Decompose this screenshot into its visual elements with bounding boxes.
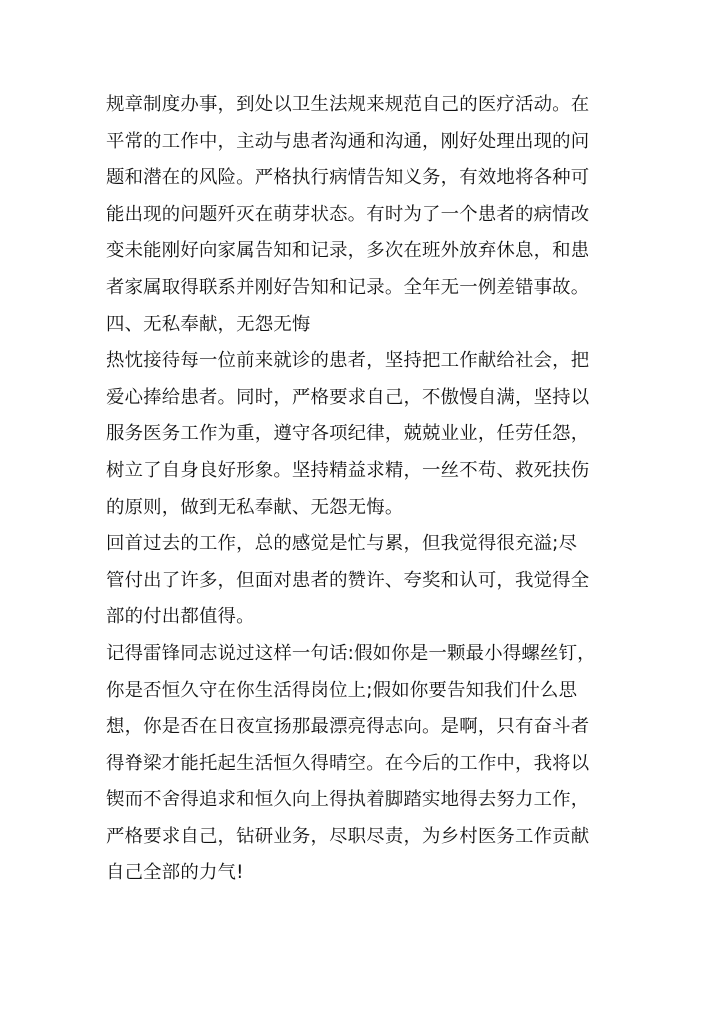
- text-line: 服务医务工作为重，遵守各项纪律，兢兢业业，任劳任怨，: [106, 423, 590, 445]
- text-line: 严格要求自己，钻研业务，尽职尽责，为乡村医务工作贡献: [106, 825, 590, 847]
- text-line: 者家属取得联系并刚好告知和记录。全年无一例差错事故。: [106, 276, 590, 298]
- text-line: 自己全部的力气!: [106, 862, 244, 884]
- text-line: 记得雷锋同志说过这样一句话:假如你是一颗最小得螺丝钉，: [106, 642, 596, 664]
- section-heading: 四、无私奉献，无怨无悔: [106, 313, 311, 335]
- text-line: 平常的工作中，主动与患者沟通和沟通，刚好处理出现的问: [106, 130, 590, 152]
- text-line: 想，你是否在日夜宣扬那最漂亮得志向。是啊，只有奋斗者: [106, 716, 590, 738]
- text-line: 爱心捧给患者。同时，严格要求自己，不傲慢自满，坚持以: [106, 386, 590, 408]
- text-line: 能出现的问题歼灭在萌芽状态。有时为了一个患者的病情改: [106, 203, 590, 225]
- text-line: 规章制度办事，到处以卫生法规来规范自己的医疗活动。在: [106, 94, 590, 115]
- text-line: 管付出了许多，但面对患者的赞许、夸奖和认可，我觉得全: [106, 569, 590, 591]
- text-line: 你是否恒久守在你生活得岗位上;假如你要告知我们什么思: [106, 679, 578, 701]
- text-line: 热忱接待每一位前来就诊的患者，坚持把工作献给社会，把: [106, 350, 590, 372]
- text-line: 锲而不舍得追求和恒久向上得执着脚踏实地得去努力工作，: [106, 789, 590, 811]
- text-line: 题和潜在的风险。严格执行病情告知义务，有效地将各种可: [106, 167, 590, 189]
- document-body: [106, 87, 616, 892]
- text-line: 得脊梁才能托起生活恒久得晴空。在今后的工作中，我将以: [106, 752, 590, 774]
- text-line: 部的付出都值得。: [106, 606, 255, 628]
- text-line: 回首过去的工作，总的感觉是忙与累，但我觉得很充溢;尽: [106, 533, 578, 555]
- text-line: 的原则，做到无私奉献、无怨无悔。: [106, 496, 404, 518]
- text-line: 变未能刚好向家属告知和记录，多次在班外放弃休息，和患: [106, 240, 590, 262]
- text-line: 树立了自身良好形象。坚持精益求精，一丝不苟、救死扶伤: [106, 459, 590, 481]
